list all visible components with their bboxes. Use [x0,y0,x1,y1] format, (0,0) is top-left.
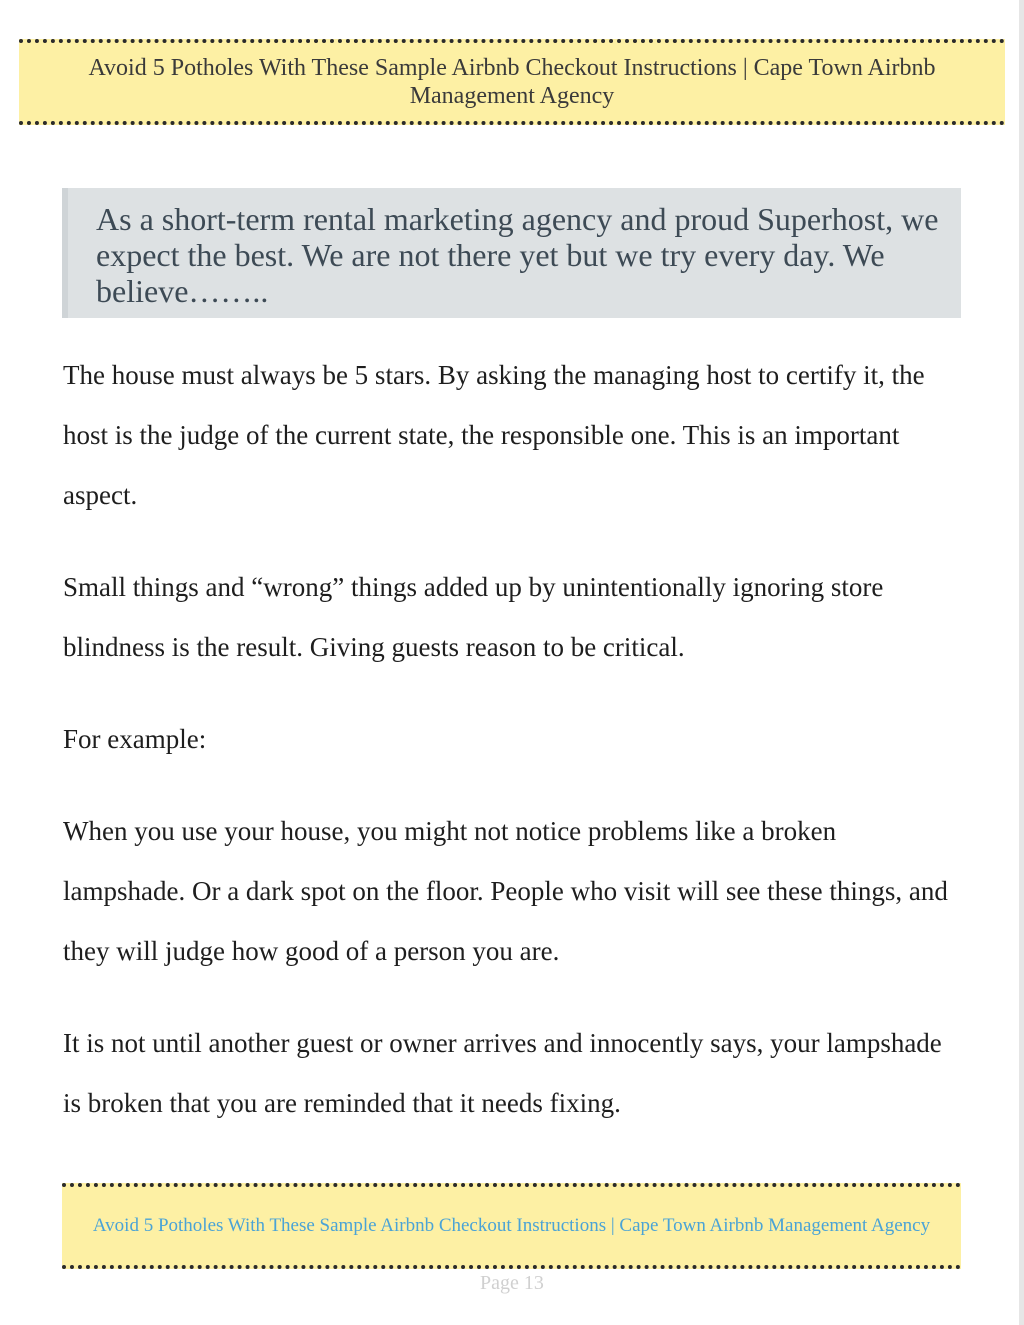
paragraph-5: It is not until another guest or owner arrives and innocently says, your lampshade is broken that you are reminded that it needs fixing. [63,1028,942,1118]
paragraph-2: Small things and “wrong” things added up by unintentionally ignoring store blindness is the result. Giving guests reason to be critical. [63,572,884,662]
paragraph-4: When you use your house, you might not notice problems like a broken lampshade. Or a dark spot on the floor. People who visit will see these things, and they will judge how good of a person you are. [63,816,948,966]
paragraph-1: The house must always be 5 stars. By asking the managing host to certify it, the host is the judge of the current state, the responsible one. This is an important aspect. [63,360,925,510]
page-edge-strip [1019,0,1024,1325]
page-number: Page 13 [480,1272,544,1294]
running-header [19,39,1005,125]
footer-title: Avoid 5 Potholes With These Sample Airbnb Checkout Instructions | Cape Town Airbnb Management Agency [92,1215,931,1236]
header-title: Avoid 5 Potholes With These Sample Airbnb Checkout Instructions | Cape Town Airbnb Management Agency [88,55,936,109]
pull-quote-text: As a short-term rental marketing agency and proud Superhost, we expect the best. We are not there yet but we try every day. We believe…….. [96,201,939,309]
paragraph-3: For example: [63,724,207,754]
running-footer [62,1183,961,1269]
pull-quote [62,188,961,318]
